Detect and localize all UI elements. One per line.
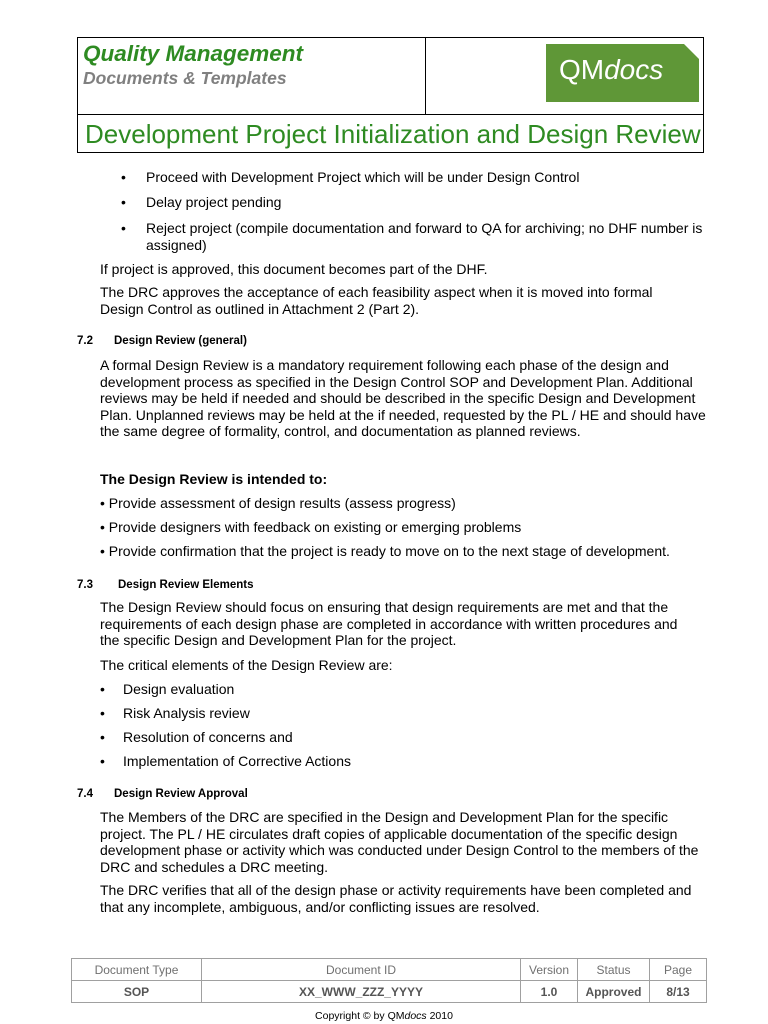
paragraph: The DRC verifies that all of the design phase or activity requirements have been completed and that any incomplete, ambiguous, and/or conflicting issues are resolved. <box>100 882 692 915</box>
section-number: 7.2 <box>77 335 93 347</box>
value-status: Approved <box>578 981 650 1003</box>
option-bullet: • <box>121 169 126 185</box>
paragraph: The Design Review should focus on ensuring that design requirements are met and that the requirements of each design phase are completed in accordance with written procedures and the specific Design and Development Plan for the project. <box>100 599 678 648</box>
copyright-suffix: 2010 <box>426 1010 453 1022</box>
label-status: Status <box>578 959 650 981</box>
brand-subtitle: Documents & Templates <box>83 68 287 88</box>
section-heading: Design Review (general) <box>114 335 247 347</box>
brand-cell <box>78 38 426 114</box>
section-heading: Design Review Elements <box>118 579 254 591</box>
copyright-italic: docs <box>404 1010 427 1022</box>
element-bullet: • <box>100 753 105 769</box>
intended-item: • Provide designers with feedback on existing or emerging problems <box>100 519 522 535</box>
copyright-notice <box>0 1010 768 1022</box>
option-bullet: • <box>121 220 126 236</box>
section-number: 7.4 <box>77 788 93 800</box>
paragraph: A formal Design Review is a mandatory requirement following each phase of the design and development process as specified in the Design Control SOP and Development Plan. Additional reviews may be held if needed and should be described in the specific Design and Development Plan. Unplanned reviews may be held at the if needed, requested by the PL / HE and should have the same degree of formality, control, and documentation as planned reviews. <box>100 357 706 439</box>
intended-item: • Provide confirmation that the project is ready to move on to the next stage of development. <box>100 543 670 559</box>
value-page: 8/13 <box>650 981 707 1003</box>
value-document-type: SOP <box>72 981 202 1003</box>
qmdocs-logo <box>546 44 699 102</box>
element-bullet: • <box>100 705 105 721</box>
approval-note: If project is approved, this document becomes part of the DHF. <box>100 261 488 277</box>
document-info-table <box>71 958 707 1003</box>
document-header <box>77 37 704 153</box>
label-page: Page <box>650 959 707 981</box>
drc-acceptance-text: The DRC approves the acceptance of each feasibility aspect when it is moved into formal Design Control as outlined in Attachment 2 (Part 2). <box>100 284 653 317</box>
element-item: Implementation of Corrective Actions <box>123 753 351 769</box>
element-item: Design evaluation <box>123 681 235 697</box>
section-number: 7.3 <box>77 579 93 591</box>
brand-title: Quality Management <box>83 41 304 66</box>
element-bullet: • <box>100 681 105 697</box>
intended-heading: The Design Review is intended to: <box>100 471 328 487</box>
option-item: Delay project pending <box>146 194 282 210</box>
value-version: 1.0 <box>521 981 578 1003</box>
logo-docs-text: docs <box>604 54 664 85</box>
copyright-prefix: Copyright © by QM <box>315 1010 405 1022</box>
logo-qm-text: QM <box>559 54 605 85</box>
label-document-id: Document ID <box>202 959 521 981</box>
critical-intro: The critical elements of the Design Review are: <box>100 657 393 673</box>
option-bullet: • <box>121 194 126 210</box>
element-item: Risk Analysis review <box>123 705 250 721</box>
intended-item: • Provide assessment of design results (assess progress) <box>100 495 456 511</box>
paragraph: The Members of the DRC are specified in the Design and Development Plan for the specific project. The PL / HE circulates draft copies of applicable documentation of the specific design development phase or activity which was conducted under Design Control to the members of the DRC and schedules a DRC meeting. <box>100 809 699 875</box>
element-item: Resolution of concerns and <box>123 729 293 745</box>
label-document-type: Document Type <box>72 959 202 981</box>
option-item: Reject project (compile documentation and forward to QA for archiving; no DHF number is assigned) <box>146 220 703 253</box>
logo-cell <box>426 38 703 114</box>
element-bullet: • <box>100 729 105 745</box>
label-version: Version <box>521 959 578 981</box>
info-value-row <box>72 981 707 1003</box>
title-cell <box>78 114 703 152</box>
option-item: Proceed with Development Project which will be under Design Control <box>146 169 580 185</box>
logo-page-fold <box>684 44 699 59</box>
info-label-row <box>72 959 707 981</box>
section-heading: Design Review Approval <box>114 788 248 800</box>
value-document-id: XX_WWW_ZZZ_YYYY <box>202 981 521 1003</box>
document-title: Development Project Initialization and Design Review <box>85 119 701 149</box>
